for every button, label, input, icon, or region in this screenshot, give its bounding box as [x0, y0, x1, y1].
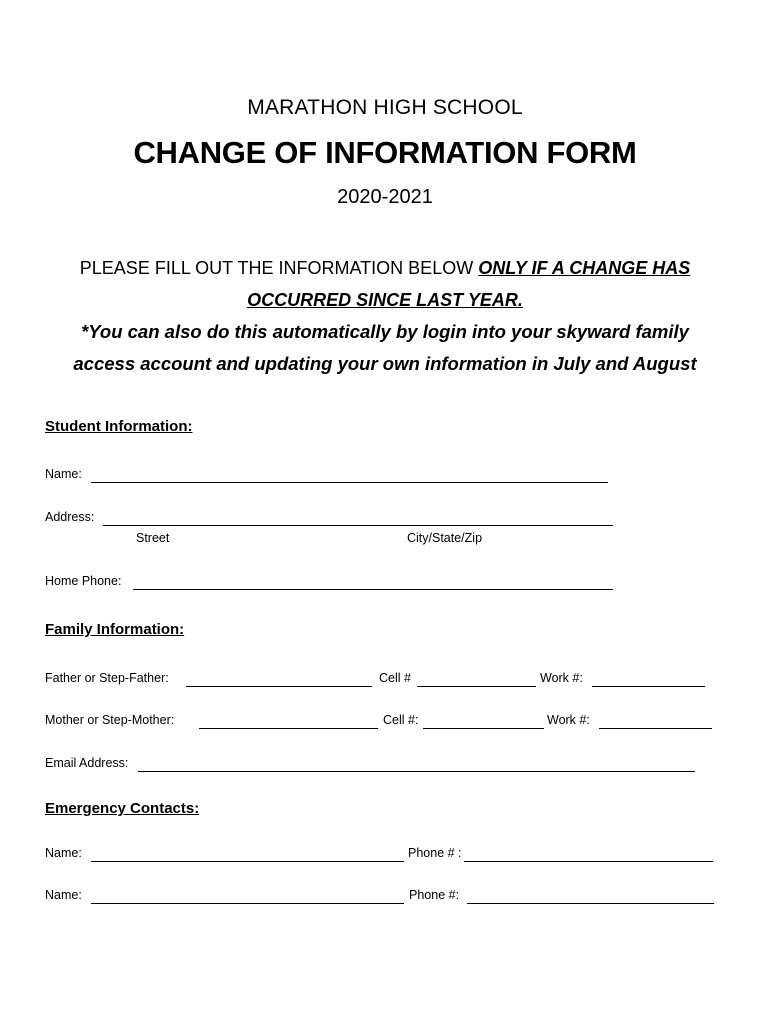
father-work-label: Work #: — [540, 671, 583, 685]
instructions-emphasis-2: OCCURRED SINCE LAST YEAR. — [247, 290, 523, 310]
instructions-emphasis: ONLY IF A CHANGE HAS — [478, 258, 691, 278]
family-info-heading: Family Information: — [45, 621, 185, 638]
father-name-field[interactable] — [186, 686, 372, 687]
father-work-field[interactable] — [592, 686, 705, 687]
instructions-line-4: access account and updating your own information in July and August — [73, 353, 697, 374]
instructions-line-2 — [0, 284, 770, 316]
mother-work-field[interactable] — [599, 728, 712, 729]
city-state-zip-caption: City/State/Zip — [407, 531, 483, 545]
email-label: Email Address: — [45, 756, 129, 770]
mother-work-label: Work #: — [547, 713, 590, 727]
contact2-phone-label: Phone #: — [409, 888, 460, 902]
street-caption: Street — [136, 531, 170, 545]
form-title: CHANGE OF INFORMATION FORM — [133, 135, 637, 170]
student-name-label: Name: — [45, 467, 82, 481]
home-phone-field[interactable] — [133, 589, 613, 590]
mother-label: Mother or Step-Mother: — [45, 713, 175, 727]
student-name-field[interactable] — [91, 482, 608, 483]
mother-cell-label: Cell #: — [383, 713, 419, 727]
contact2-name-label: Name: — [45, 888, 82, 902]
contact2-phone-field[interactable] — [467, 903, 714, 904]
instructions-line-1 — [0, 252, 770, 284]
mother-name-field[interactable] — [199, 728, 378, 729]
student-address-label: Address: — [45, 510, 95, 524]
father-cell-field[interactable] — [417, 686, 536, 687]
contact1-name-label: Name: — [45, 846, 82, 860]
instructions-plain: PLEASE FILL OUT THE INFORMATION BELOW — [79, 258, 479, 278]
emergency-contacts-heading: Emergency Contacts: — [45, 800, 200, 817]
student-info-heading: Student Information: — [45, 418, 193, 435]
school-name: MARATHON HIGH SCHOOL — [247, 96, 523, 119]
mother-cell-field[interactable] — [423, 728, 544, 729]
contact1-phone-field[interactable] — [464, 861, 713, 862]
father-label: Father or Step-Father: — [45, 671, 169, 685]
home-phone-label: Home Phone: — [45, 574, 122, 588]
student-address-field[interactable] — [103, 525, 613, 526]
instructions-line-3: *You can also do this automatically by login into your skyward family — [81, 321, 689, 342]
contact2-name-field[interactable] — [91, 903, 404, 904]
school-year: 2020-2021 — [337, 186, 433, 208]
father-cell-label: Cell # — [379, 671, 411, 685]
email-field[interactable] — [138, 771, 695, 772]
contact1-phone-label: Phone # : — [408, 846, 462, 860]
contact1-name-field[interactable] — [91, 861, 404, 862]
